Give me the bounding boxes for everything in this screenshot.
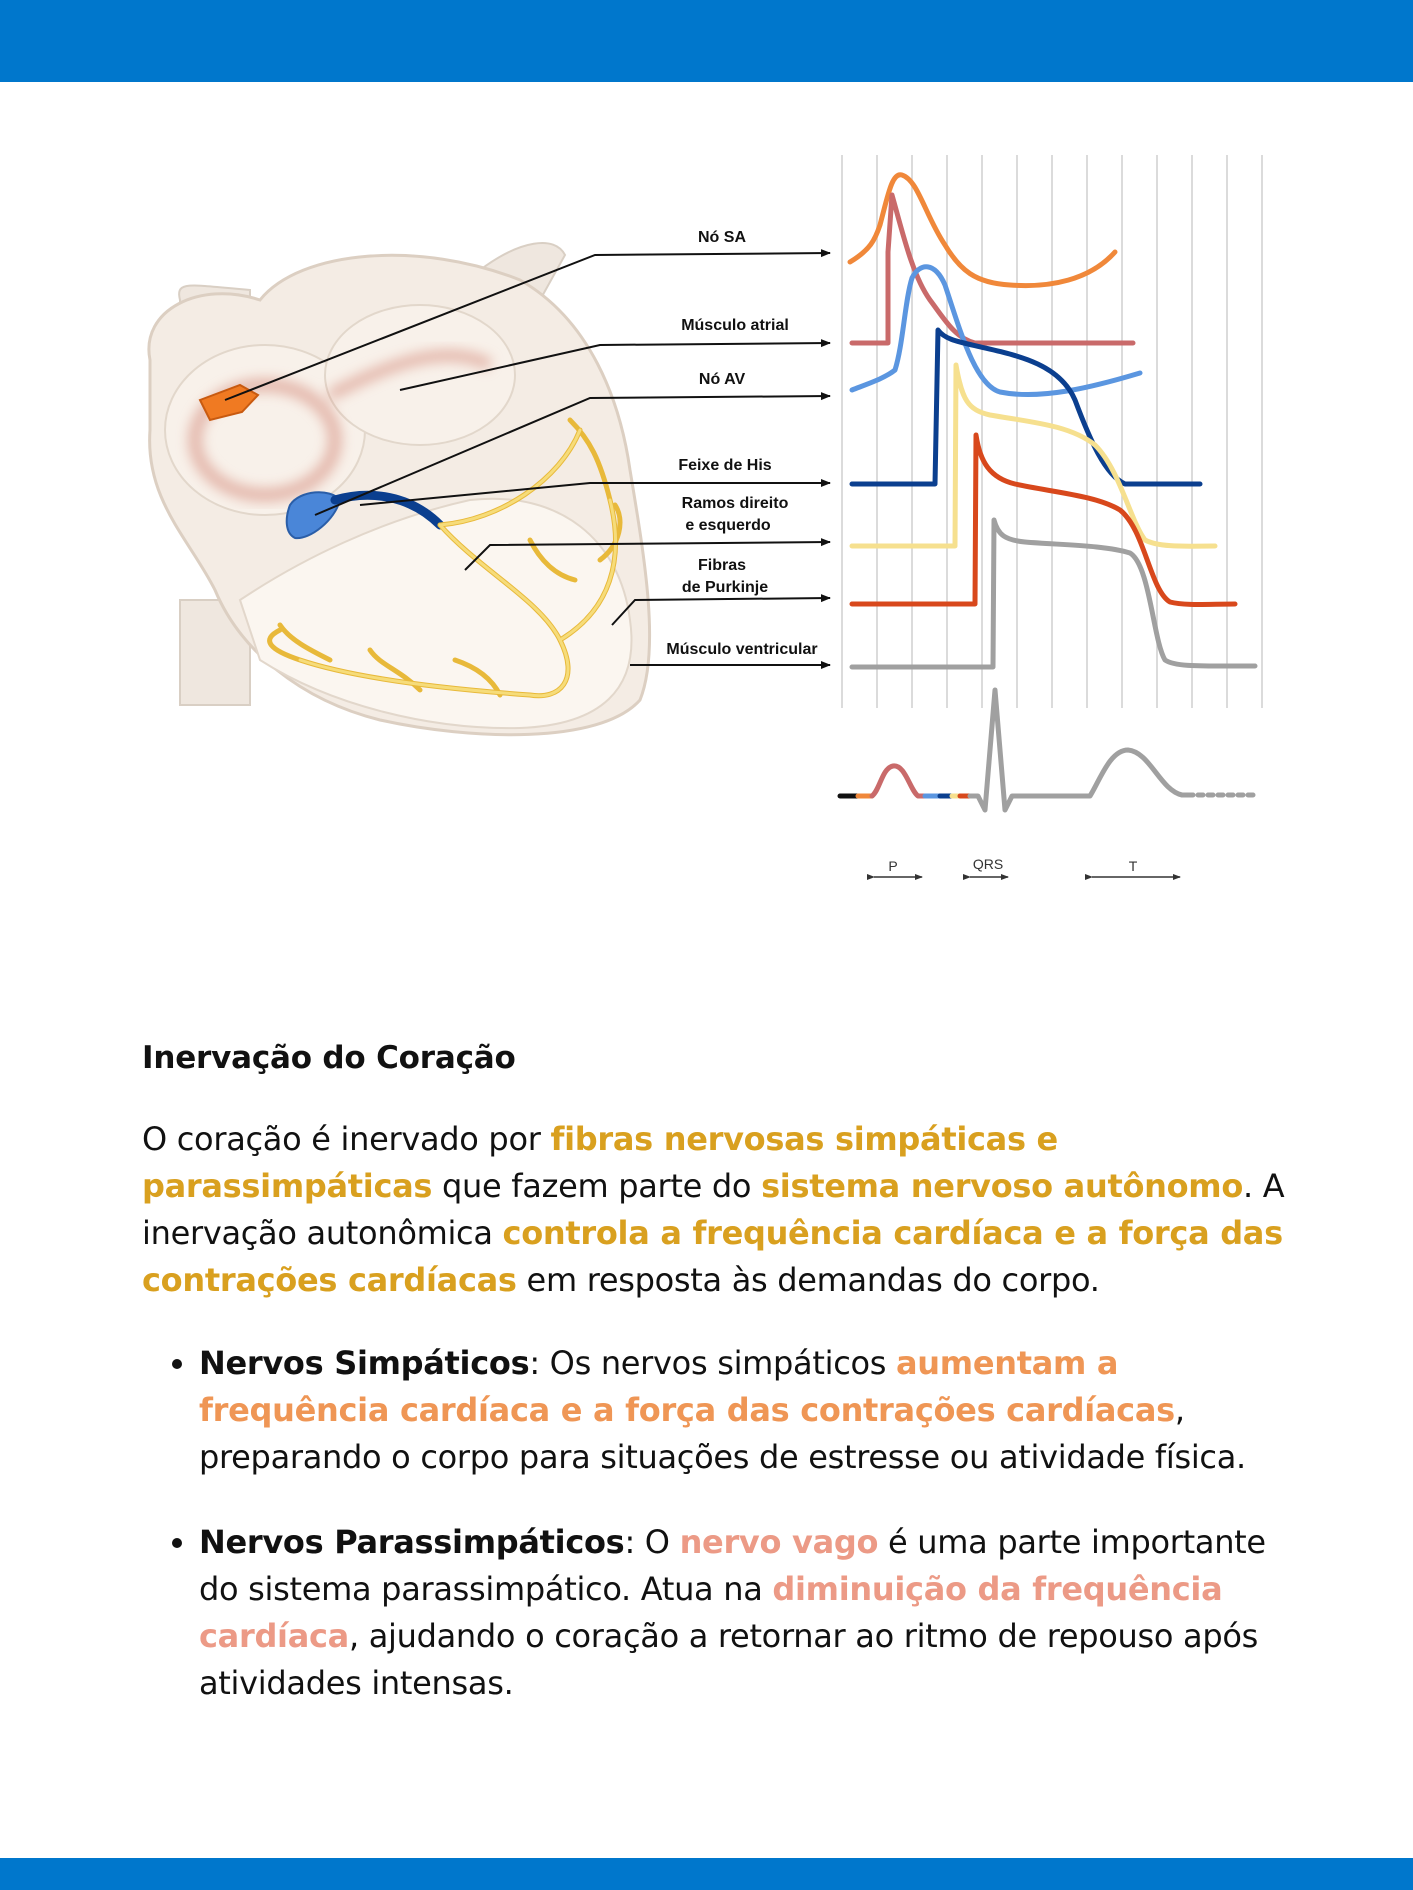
sympathetic-text-2: , preparando o corpo para situações de estresse ou atividade física. (199, 1391, 1246, 1476)
section-title: Inervação do Coração (142, 1040, 516, 1076)
label-bundle-branches-1: Ramos direito (681, 495, 789, 512)
ap-his-bundle (852, 330, 1200, 484)
ecg-label-p: P (888, 858, 898, 874)
label-his-bundle: Feixe de His (678, 457, 772, 474)
parasympathetic-highlight-2: diminuição da frequência cardíaca (199, 1570, 1223, 1655)
parasympathetic-highlight-1: nervo vago (679, 1523, 879, 1561)
ecg-label-t: T (1128, 858, 1138, 874)
intro-paragraph (142, 1116, 1292, 1304)
intro-highlight-1: fibras nervosas simpáticas e parassimpáticas (142, 1120, 1058, 1205)
label-atrial-muscle: Músculo atrial (681, 317, 789, 334)
term-parasympathetic: Nervos Parassimpáticos (199, 1523, 625, 1561)
label-bundle-branches-2: e esquerdo (685, 517, 771, 534)
nerve-list (142, 1340, 1292, 1707)
label-ventricular-muscle: Músculo ventricular (666, 641, 818, 658)
conduction-diagram (0, 120, 1413, 910)
label-purkinje-2: de Purkinje (681, 579, 769, 596)
term-sympathetic: Nervos Simpáticos (199, 1344, 530, 1382)
bottom-banner (0, 1858, 1413, 1890)
ap-purkinje (852, 435, 1235, 605)
parasympathetic-text-1: : O (624, 1523, 680, 1561)
intro-text-4: em resposta às demandas do corpo. (516, 1261, 1100, 1299)
list-item-sympathetic (199, 1340, 1292, 1481)
intro-text-3: . A inervação autonômica (142, 1167, 1285, 1252)
label-sa-node: Nó SA (698, 229, 746, 246)
label-purkinje-1: Fibras (697, 557, 747, 574)
top-banner (0, 0, 1413, 82)
intro-text-2: que fazem parte do (432, 1167, 762, 1205)
parasympathetic-text-3: , ajudando o coração a retornar ao ritmo de repouso após atividades intensas. (199, 1617, 1259, 1702)
intro-text-1: O coração é inervado por (142, 1120, 551, 1158)
text-section (142, 1040, 1292, 1745)
sympathetic-highlight: aumentam a frequência cardíaca e a força das contrações cardíacas (199, 1344, 1175, 1429)
ecg-label-qrs: QRS (972, 856, 1004, 872)
cardiac-conduction-figure (0, 120, 1413, 910)
label-av-node: Nó AV (698, 371, 746, 388)
intro-highlight-3: controla a frequência cardíaca e a força das contrações cardíacas (142, 1214, 1283, 1299)
intro-highlight-2: sistema nervoso autônomo (761, 1167, 1244, 1205)
heart-illustration (149, 243, 650, 735)
sympathetic-text-1: : Os nervos simpáticos (529, 1344, 897, 1382)
parasympathetic-text-2: é uma parte importante do sistema parassimpático. Atua na (199, 1523, 1266, 1608)
list-item-parasympathetic (199, 1519, 1292, 1707)
ecg-trace (840, 690, 1258, 810)
